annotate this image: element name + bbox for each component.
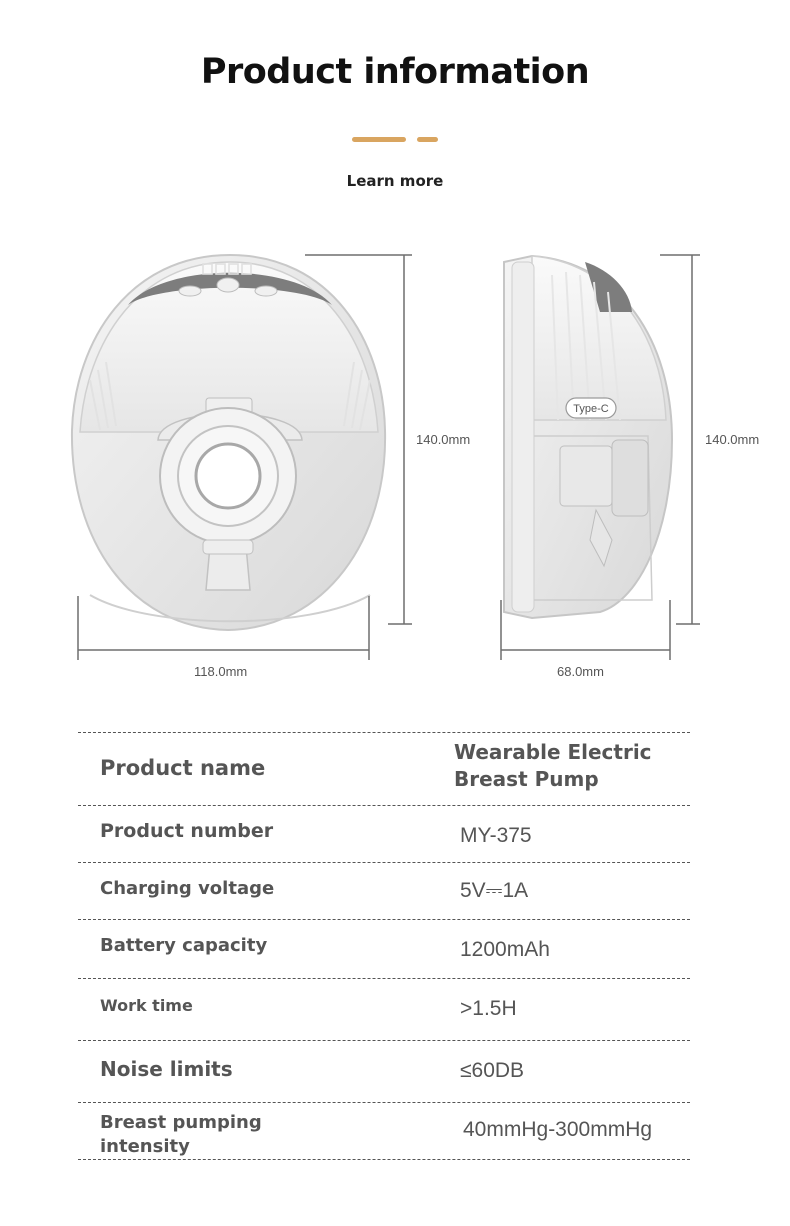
spec-row-product-name [78,732,690,806]
spec-label: Product name [100,756,266,780]
spec-label: Battery capacity [100,935,268,956]
spec-row-pumping-intensity [78,1103,690,1160]
side-view [504,256,672,618]
front-width-label: 118.0mm [194,664,248,679]
spec-row-product-number [78,806,690,863]
spec-value: ≤60DB [460,1059,525,1082]
spec-row-work-time [78,979,690,1041]
spec-value: Wearable Electric Breast Pump [454,740,652,791]
spec-row-charging-voltage [78,863,690,920]
spec-label: Noise limits [100,1057,233,1081]
spec-row-battery-capacity [78,920,690,979]
side-width-label: 68.0mm [557,664,604,679]
type-c-label: Type-C [573,403,609,415]
spec-label: Breast pumping intensity [100,1112,262,1157]
spec-value: 40mmHg-300mmHg [463,1118,653,1141]
front-height-label: 140.0mm [416,432,471,447]
spec-table [78,732,690,1160]
spec-value: 1200mAh [460,938,550,961]
spec-row-noise-limits [78,1041,690,1103]
spec-label: Work time [100,996,193,1015]
spec-value: MY-375 [460,824,532,847]
spec-label: Charging voltage [100,878,275,899]
page-title: Product information [200,52,590,92]
spec-value: >1.5H [460,997,517,1020]
front-view [72,255,385,630]
learn-more-subtitle: Learn more [346,172,444,190]
spec-value: 5V⎓1A [460,879,529,902]
side-height-label: 140.0mm [705,432,760,447]
spec-label: Product number [100,820,274,842]
